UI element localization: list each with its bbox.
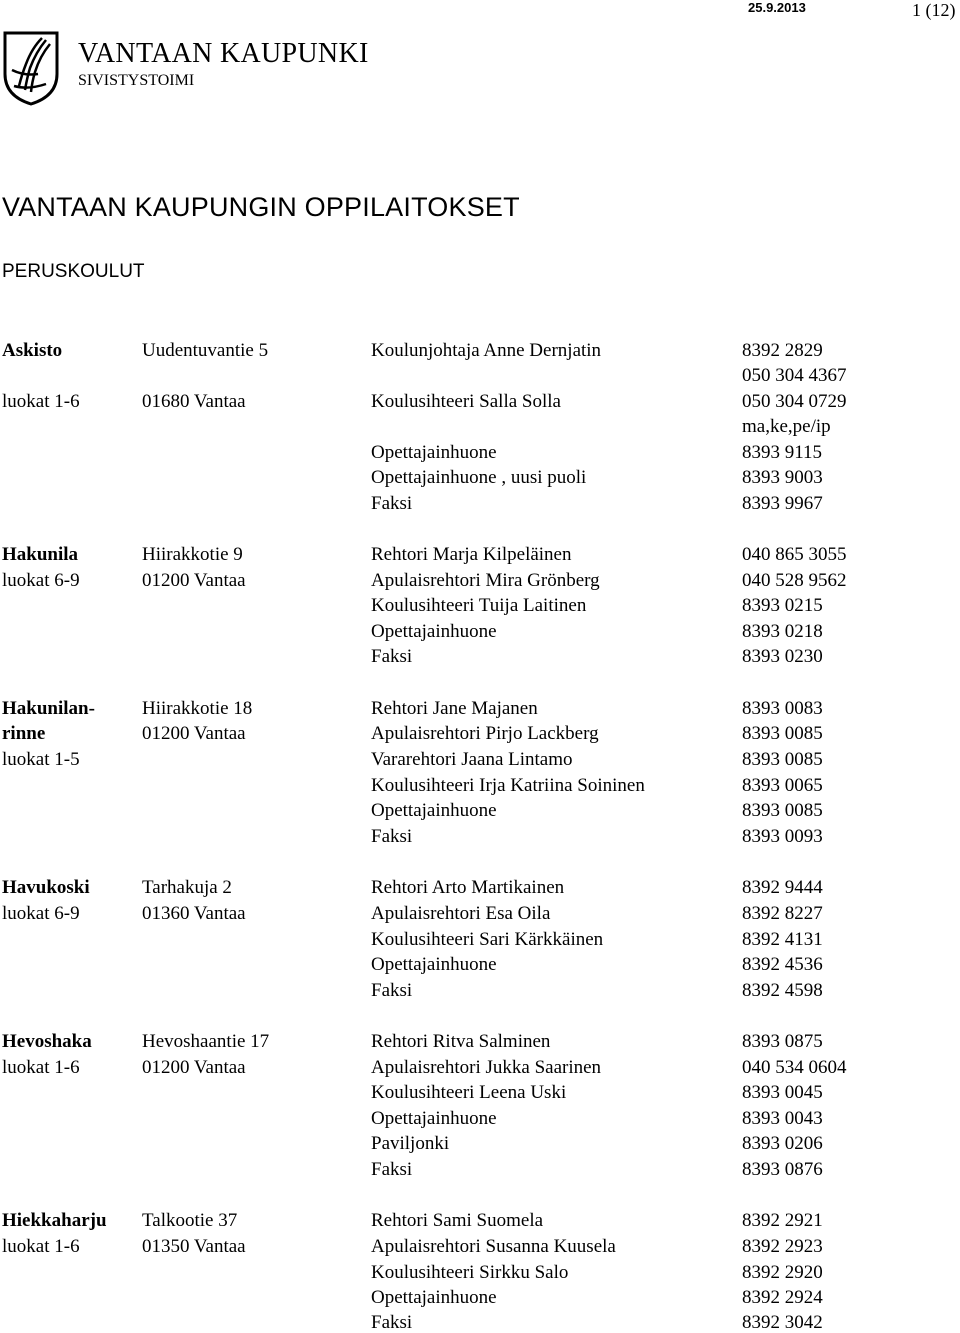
vantaa-coat-of-arms-icon [2, 30, 60, 106]
school-street: Uudentuvantie 5 [142, 340, 269, 361]
contact-phone: 8393 9003 [742, 467, 823, 488]
contact-role: Faksi [371, 493, 413, 514]
contact-phone: 8392 2923 [742, 1236, 823, 1257]
school-grades: luokat 6-9 [2, 570, 80, 591]
school-postal: 01350 Vantaa [142, 1236, 246, 1257]
contact-role: Apulaisrehtori Pirjo Lackberg [371, 723, 599, 744]
school-name: rinne [2, 723, 46, 744]
school-street: Hevoshaantie 17 [142, 1031, 270, 1052]
contact-role: Rehtori Arto Martikainen [371, 877, 565, 898]
contact-phone: 8392 4131 [742, 929, 823, 950]
contact-role: Koulusihteeri Tuija Laitinen [371, 595, 587, 616]
contact-role: Opettajainhuone , uusi puoli [371, 467, 587, 488]
contact-role: Apulaisrehtori Jukka Saarinen [371, 1057, 602, 1078]
contact-phone: 8392 9444 [742, 877, 823, 898]
contact-phone: 8393 9115 [742, 442, 823, 463]
school-grades: luokat 1-6 [2, 1236, 80, 1257]
contact-phone: 8393 0085 [742, 800, 823, 821]
school-postal: 01200 Vantaa [142, 1057, 246, 1078]
contact-role: Koulusihteeri Leena Uski [371, 1082, 567, 1103]
contact-phone: 8392 3042 [742, 1312, 823, 1333]
contact-role: Faksi [371, 1159, 413, 1180]
contact-role: Koulunjohtaja Anne Dernjatin [371, 340, 602, 361]
school-name: Hiekkaharju [2, 1210, 107, 1231]
contact-role: Faksi [371, 826, 413, 847]
contact-phone: 8393 0876 [742, 1159, 823, 1180]
contact-phone: 040 865 3055 [742, 544, 847, 565]
school-grades: luokat 6-9 [2, 903, 80, 924]
page-number: 1 (12) [912, 0, 956, 20]
contact-phone: 8392 8227 [742, 903, 823, 924]
contact-role: Opettajainhuone [371, 621, 497, 642]
school-postal: 01680 Vantaa [142, 391, 246, 412]
contact-phone: 8393 0083 [742, 698, 823, 719]
contact-role: Koulusihteeri Sari Kärkkäinen [371, 929, 604, 950]
section-title: PERUSKOULUT [2, 261, 145, 282]
contact-role: Rehtori Ritva Salminen [371, 1031, 551, 1052]
contact-role: Faksi [371, 646, 413, 667]
contact-phone: 8393 0215 [742, 595, 823, 616]
contact-role: Opettajainhuone [371, 1108, 497, 1129]
contact-role: Rehtori Sami Suomela [371, 1210, 544, 1231]
contact-phone: 8393 0043 [742, 1108, 823, 1129]
contact-role: Paviljonki [371, 1133, 450, 1154]
contact-phone: 8392 2920 [742, 1262, 823, 1283]
school-postal: 01360 Vantaa [142, 903, 246, 924]
contact-phone: 040 528 9562 [742, 570, 847, 591]
contact-phone: 040 534 0604 [742, 1057, 847, 1078]
school-grades: luokat 1-5 [2, 749, 80, 770]
school-grades: luokat 1-6 [2, 391, 80, 412]
contact-phone: 8392 4536 [742, 954, 823, 975]
contact-role: Opettajainhuone [371, 1287, 497, 1308]
contact-phone: 8393 0230 [742, 646, 823, 667]
contact-phone: 8393 0085 [742, 749, 823, 770]
school-street: Talkootie 37 [142, 1210, 238, 1231]
contact-role: Vararehtori Jaana Lintamo [371, 749, 573, 770]
contact-phone: 8393 9967 [742, 493, 823, 514]
contact-phone: 8393 0218 [742, 621, 823, 642]
contact-phone: 8393 0085 [742, 723, 823, 744]
contact-role: Faksi [371, 980, 413, 1001]
school-name: Hakunilan- [2, 698, 95, 719]
contact-phone: 8393 0065 [742, 775, 823, 796]
contact-phone: 8392 2924 [742, 1287, 823, 1308]
document-title: VANTAAN KAUPUNGIN OPPILAITOKSET [2, 192, 520, 222]
contact-phone: 050 304 4367 [742, 365, 847, 386]
contact-role: Apulaisrehtori Mira Grönberg [371, 570, 600, 591]
contact-phone: 8393 0045 [742, 1082, 823, 1103]
school-name: Havukoski [2, 877, 90, 898]
school-name: Hakunila [2, 544, 79, 565]
contact-phone: 8393 0093 [742, 826, 823, 847]
department-name: SIVISTYSTOIMI [78, 72, 195, 89]
contact-role: Opettajainhuone [371, 954, 497, 975]
school-street: Tarhakuja 2 [142, 877, 232, 898]
contact-role: Rehtori Jane Majanen [371, 698, 538, 719]
contact-role: Apulaisrehtori Susanna Kuusela [371, 1236, 616, 1257]
contact-phone: 050 304 0729 [742, 391, 847, 412]
contact-role: Apulaisrehtori Esa Oila [371, 903, 551, 924]
school-name: Hevoshaka [2, 1031, 92, 1052]
document-date: 25.9.2013 [748, 0, 806, 15]
contact-role: Koulusihteeri Irja Katriina Soininen [371, 775, 645, 796]
contact-phone: 8393 0875 [742, 1031, 823, 1052]
contact-role: Koulusihteeri Salla Solla [371, 391, 561, 412]
organization-name: VANTAAN KAUPUNKI [78, 38, 369, 69]
contact-role: Opettajainhuone [371, 442, 497, 463]
school-name: Askisto [2, 340, 63, 361]
school-grades: luokat 1-6 [2, 1057, 80, 1078]
school-street: Hiirakkotie 18 [142, 698, 253, 719]
contact-role: Opettajainhuone [371, 800, 497, 821]
contact-phone: 8392 4598 [742, 980, 823, 1001]
contact-phone: 8392 2829 [742, 340, 823, 361]
contact-hours: ma,ke,pe/ip [742, 416, 831, 437]
contact-role: Rehtori Marja Kilpeläinen [371, 544, 572, 565]
contact-role: Faksi [371, 1312, 413, 1333]
school-street: Hiirakkotie 9 [142, 544, 243, 565]
school-postal: 01200 Vantaa [142, 570, 246, 591]
contact-phone: 8392 2921 [742, 1210, 823, 1231]
contact-phone: 8393 0206 [742, 1133, 823, 1154]
school-postal: 01200 Vantaa [142, 723, 246, 744]
contact-role: Koulusihteeri Sirkku Salo [371, 1262, 569, 1283]
